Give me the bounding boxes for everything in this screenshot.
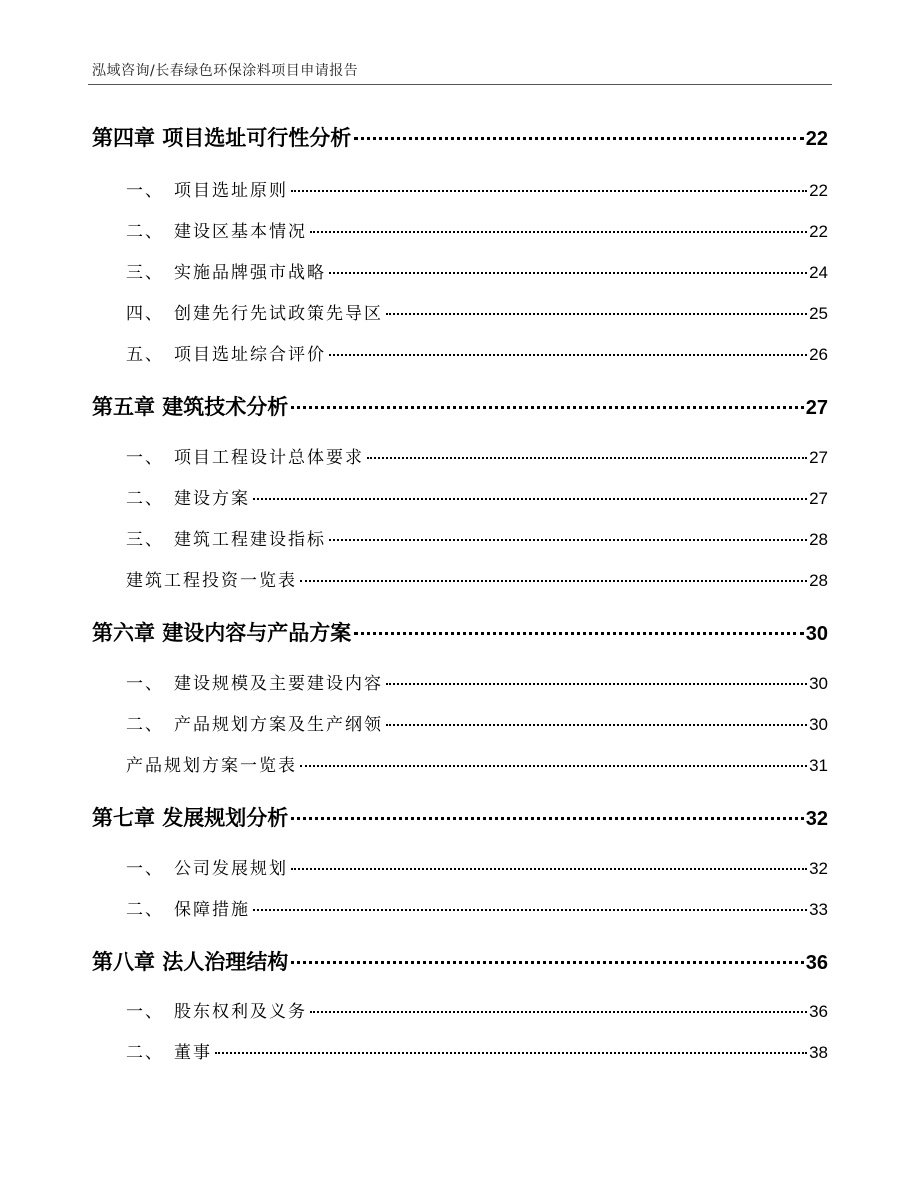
toc-page-number: 32 [809, 859, 828, 878]
toc-page-number: 30 [809, 674, 828, 693]
toc-entry-title: 第六章 建设内容与产品方案 [92, 621, 352, 645]
toc-entry-title: 创建先行先试政策先导区 [174, 304, 383, 324]
toc-page-number: 28 [809, 530, 828, 549]
toc-entry-label [92, 525, 326, 550]
toc-entry-label [92, 854, 288, 879]
dot-leader [386, 724, 807, 726]
dot-leader [354, 632, 803, 635]
toc-page-number: 33 [809, 900, 828, 919]
dot-leader [291, 817, 803, 820]
toc-entry-label [92, 340, 326, 365]
toc-entry-title: 项目选址原则 [174, 181, 288, 201]
dot-leader [329, 272, 807, 274]
toc-page-number: 36 [809, 1002, 828, 1021]
toc-page-number: 32 [805, 808, 828, 830]
dot-leader [367, 457, 807, 459]
toc-entry-label [92, 895, 250, 920]
toc-entry-number: 一、 [126, 448, 164, 468]
toc-page-number: 30 [805, 623, 828, 645]
toc-entry-title: 建设区基本情况 [174, 222, 307, 242]
toc-entry-title: 第五章 建筑技术分析 [92, 395, 289, 419]
toc-section-entry[interactable] [92, 217, 828, 242]
toc-page-number: 22 [809, 222, 828, 241]
dot-leader [300, 765, 807, 767]
dot-leader [291, 406, 803, 409]
toc-entry-number: 二、 [126, 900, 164, 920]
toc-page-number: 31 [809, 756, 828, 775]
toc-chapter-entry[interactable] [92, 122, 828, 152]
toc-table-entry[interactable] [92, 751, 828, 776]
toc-section-entry[interactable] [92, 525, 828, 550]
toc-entry-number: 四、 [126, 304, 164, 324]
toc-entry-label [92, 710, 383, 735]
toc-entry-label [92, 443, 364, 468]
dot-leader [310, 231, 807, 233]
toc-section-entry[interactable] [92, 176, 828, 201]
toc-entry-title: 建筑工程投资一览表 [126, 571, 297, 591]
toc-entry-label [92, 802, 288, 832]
dot-leader [354, 137, 803, 140]
toc-section-entry[interactable] [92, 997, 828, 1022]
toc-entry-label [92, 997, 307, 1022]
toc-entry-number: 二、 [126, 1043, 164, 1063]
toc-entry-number: 二、 [126, 489, 164, 509]
dot-leader [329, 539, 807, 541]
toc-entry-title: 产品规划方案一览表 [126, 756, 297, 776]
toc-section-entry[interactable] [92, 710, 828, 735]
toc-page-number: 36 [805, 952, 828, 974]
toc-page-number: 22 [805, 128, 828, 150]
toc-section-entry[interactable] [92, 258, 828, 283]
toc-entry-number: 一、 [126, 859, 164, 879]
toc-page-number: 38 [809, 1043, 828, 1062]
dot-leader [300, 580, 807, 582]
header-divider [88, 84, 832, 85]
dot-leader [291, 961, 803, 964]
toc-chapter-entry[interactable] [92, 802, 828, 832]
dot-leader [253, 498, 807, 500]
toc-entry-title: 第四章 项目选址可行性分析 [92, 126, 352, 150]
toc-entry-label [92, 391, 288, 421]
toc-page-number: 25 [809, 304, 828, 323]
toc-entry-label [92, 751, 297, 776]
toc-entry-label [92, 122, 351, 152]
toc-page-number: 27 [809, 489, 828, 508]
toc-entry-label [92, 176, 288, 201]
toc-section-entry[interactable] [92, 669, 828, 694]
toc-entry-title: 第八章 法人治理结构 [92, 950, 289, 974]
toc-section-entry[interactable] [92, 299, 828, 324]
toc-entry-number: 二、 [126, 222, 164, 242]
toc-entry-title: 公司发展规划 [174, 859, 288, 879]
toc-entry-label [92, 299, 383, 324]
toc-entry-title: 建筑工程建设指标 [174, 530, 326, 550]
toc-table-entry[interactable] [92, 566, 828, 591]
running-header: 泓域咨询/长春绿色环保涂料项目申请报告 [92, 63, 359, 79]
toc-chapter-entry[interactable] [92, 617, 828, 647]
toc-entry-title: 项目工程设计总体要求 [174, 448, 364, 468]
toc-section-entry[interactable] [92, 340, 828, 365]
toc-entry-label [92, 217, 307, 242]
toc-entry-title: 项目选址综合评价 [174, 345, 326, 365]
dot-leader [291, 190, 807, 192]
toc-entry-label [92, 566, 297, 591]
dot-leader [310, 1011, 807, 1013]
toc-entry-number: 三、 [126, 263, 164, 283]
toc-entry-number: 一、 [126, 674, 164, 694]
toc-entry-title: 产品规划方案及生产纲领 [174, 715, 383, 735]
toc-entry-label [92, 484, 250, 509]
toc-entry-label [92, 258, 326, 283]
toc-page-number: 27 [809, 448, 828, 467]
dot-leader [253, 909, 807, 911]
toc-chapter-entry[interactable] [92, 391, 828, 421]
toc-section-entry[interactable] [92, 484, 828, 509]
toc-entry-label [92, 1038, 212, 1063]
toc-page-number: 26 [809, 345, 828, 364]
toc-entry-title: 建设规模及主要建设内容 [174, 674, 383, 694]
dot-leader [386, 313, 807, 315]
toc-entry-label [92, 946, 288, 976]
toc-entry-number: 一、 [126, 181, 164, 201]
toc-entry-number: 三、 [126, 530, 164, 550]
toc-page-number: 28 [809, 571, 828, 590]
toc-entry-title: 董事 [174, 1043, 212, 1063]
toc-page-number: 22 [809, 181, 828, 200]
toc-entry-number: 五、 [126, 345, 164, 365]
toc-entry-title: 实施品牌强市战略 [174, 263, 326, 283]
toc-page-number: 30 [809, 715, 828, 734]
toc-section-entry[interactable] [92, 1038, 828, 1063]
toc-entry-title: 第七章 发展规划分析 [92, 806, 289, 830]
toc-entry-title: 保障措施 [174, 900, 250, 920]
dot-leader [215, 1052, 807, 1054]
toc-entry-title: 股东权利及义务 [174, 1002, 307, 1022]
toc-section-entry[interactable] [92, 895, 828, 920]
toc-chapter-entry[interactable] [92, 946, 828, 976]
toc-entry-number: 一、 [126, 1002, 164, 1022]
toc-entry-title: 建设方案 [174, 489, 250, 509]
dot-leader [329, 354, 807, 356]
dot-leader [291, 868, 807, 870]
toc-section-entry[interactable] [92, 443, 828, 468]
toc-entry-label [92, 669, 383, 694]
toc-section-entry[interactable] [92, 854, 828, 879]
dot-leader [386, 683, 807, 685]
toc-entry-label [92, 617, 351, 647]
toc-entry-number: 二、 [126, 715, 164, 735]
toc-page-number: 24 [809, 263, 828, 282]
toc-page-number: 27 [805, 397, 828, 419]
